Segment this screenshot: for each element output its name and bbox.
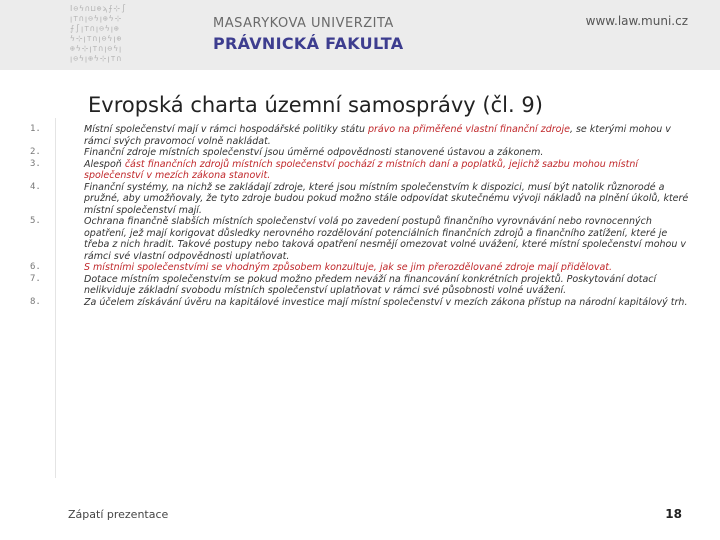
list-number: 6. — [30, 262, 41, 272]
list-number: 3. — [30, 159, 41, 169]
faculty-name: PRÁVNICKÁ FAKULTA — [213, 34, 404, 53]
slide-title: Evropská charta územní samosprávy (čl. 9) — [88, 93, 543, 117]
left-divider — [55, 118, 56, 478]
university-name: MASARYKOVA UNIVERZITA — [213, 16, 394, 31]
highlighted-text: S místními společenstvími se vhodným způsobem konzultuje, jak se jim přerozdělované zdroje mají přidělovat. — [84, 262, 613, 273]
item-text: Alespoň — [84, 158, 125, 170]
item-text: Za účelem získávání úvěru na kapitálové investice mají místní společenství v mezích zákona přístup na národní kapitálový trh. — [84, 296, 688, 308]
list-item — [84, 159, 692, 182]
highlighted-text: část finančních zdrojů místních společenství pochází z místních daní a poplatků, jejichž sazbu mohou místní společenství v mezích zákona stanovit. — [84, 158, 638, 181]
list-number: 1. — [30, 124, 41, 134]
item-text: Ochrana finančně slabších místních společenství volá po zavedení postupů finančního vyrovnávání nebo rovnocenných opatření, jež mají korigovat důsledky nerovného rozdělování potenciálních finančních zdrojů a finančního zatížení, které je třeba z nich hradit. Takové postupy nebo taková opatření nesmějí omezovat volné uvážení, které místní společenství mohou v rámci své vlastní odpovědnosti uplatňovat. — [84, 216, 687, 262]
list-number: 8. — [30, 297, 41, 307]
item-text: Finanční systémy, na nichž se zakládají zdroje, které jsou místním společenstvím k dispozici, musí být natolik různorodé a pružné, aby umožňovaly, že tyto zdroje budou pokud možno stále odpovídat skutečnému vývoji nákladů na plnění úkolů, které místní společenství mají. — [84, 181, 689, 216]
list-item — [84, 216, 692, 262]
item-text: Dotace místním společenstvím se pokud možno předem neváží na financování konkrétních projektů. Poskytování dotací nelikviduje základní svobodu místních společenství uplatňovat v rámci své působnosti volné uvážení. — [84, 273, 657, 296]
list-number: 5. — [30, 216, 41, 226]
footer-text: Zápatí prezentace — [68, 508, 169, 521]
highlighted-text: právo na přiměřené vlastní finanční zdroje — [367, 124, 570, 135]
item-text: Místní společenství mají v rámci hospodářské politiky státu — [84, 124, 368, 135]
page-number: 18 — [665, 507, 682, 521]
slide-content — [84, 124, 692, 308]
list-item — [84, 262, 692, 274]
muni-logo-icon: ⵏ⊖ϟ∩⊔⊕ϡ⨍⊹∫ ꞁ⊤∩ꞁ⊖ϟꞁ⊕ϟ⊹ ⨍∫ꞁ⊤∩ꞁ⊖ϟꞁ⊕ ϟ⊹ꞁ⊤∩ꞁ⊖ϟꞁ⊕ ⊕ϟ⊹ꞁ⊤∩ꞁ⊖ϟꞁ ꞁ⊖ϟꞁ⊕ϟ⊹ꞁ⊤∩ — [70, 4, 127, 63]
list-item — [84, 147, 692, 159]
list-item — [84, 274, 692, 297]
item-text: Finanční zdroje místních společenství jsou úměrné odpovědnosti stanovené ústavou a zákonem. — [84, 147, 544, 158]
list-number: 7. — [30, 274, 41, 284]
list-item — [84, 297, 692, 309]
item-text: , se kterými mohou v rámci svých pravomocí volně nakládat. — [84, 124, 671, 147]
site-url[interactable]: www.law.muni.cz — [585, 14, 688, 28]
list-item — [84, 124, 692, 147]
slide-header — [0, 0, 720, 70]
list-number: 2. — [30, 147, 41, 157]
list-number: 4. — [30, 182, 41, 192]
list-item — [84, 182, 692, 217]
